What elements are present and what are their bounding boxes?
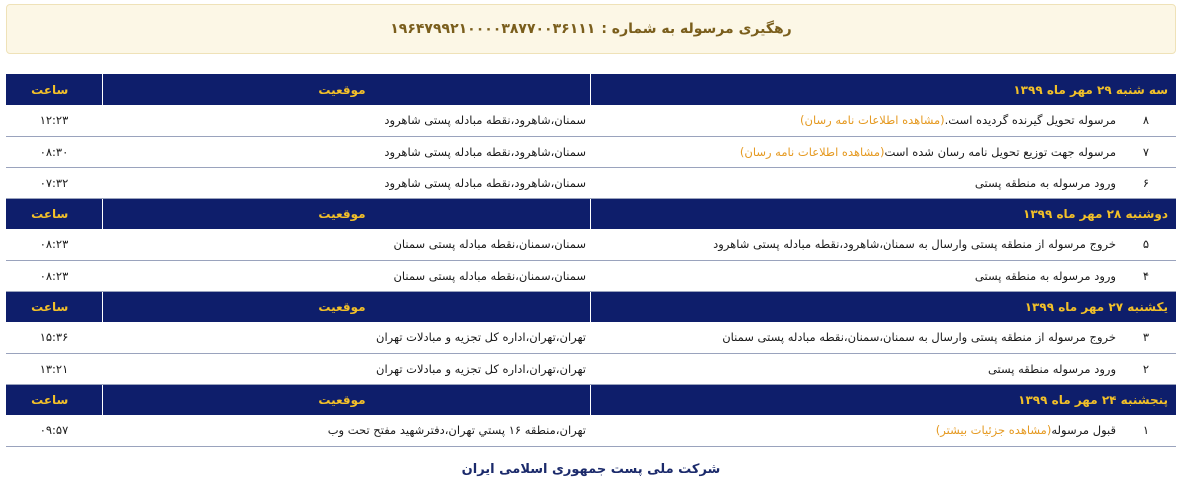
day-date: پنجشنبه ۲۴ مهر ماه ۱۳۹۹ xyxy=(590,384,1176,415)
details-link[interactable]: (مشاهده اطلاعات نامه رسان) xyxy=(739,144,885,159)
event-description: خروج مرسوله از منطقه پستی وارسال به سمنان،شاهرود،نقطه مبادله پستی شاهرود xyxy=(713,237,1116,252)
event-location: سمنان،سمنان،نقطه مبادله پستی سمنان xyxy=(102,229,590,260)
event-time: ۱۲:۲۳ xyxy=(6,105,102,136)
event-location: تهران،تهران،اداره کل تجزیه و مبادلات تهران xyxy=(102,353,590,384)
event-row xyxy=(6,260,1176,291)
event-description-cell xyxy=(590,322,1176,353)
event-row xyxy=(6,167,1176,198)
event-index: ۵ xyxy=(1142,237,1150,252)
event-index: ۸ xyxy=(1142,113,1150,128)
event-index: ۲ xyxy=(1142,361,1150,376)
event-description-cell xyxy=(590,167,1176,198)
event-index: ۶ xyxy=(1142,175,1150,190)
event-index: ۱ xyxy=(1142,423,1150,438)
day-header-row xyxy=(6,198,1176,229)
event-index: ۳ xyxy=(1142,330,1150,345)
tracking-label: رهگیری مرسوله به شماره : xyxy=(601,21,792,37)
event-index: ۷ xyxy=(1142,144,1150,159)
event-description: ورود مرسوله به منطقه پستی xyxy=(974,268,1116,283)
event-description: خروج مرسوله از منطقه پستی وارسال به سمنان،سمنان،نقطه مبادله پستی سمنان xyxy=(722,330,1116,345)
event-time: ۰۷:۳۲ xyxy=(6,167,102,198)
event-description: قبول مرسوله xyxy=(1051,423,1116,438)
event-description: مرسوله جهت توزیع تحویل نامه رسان شده است xyxy=(884,144,1116,159)
event-location: سمنان،شاهرود،نقطه مبادله پستی شاهرود xyxy=(102,136,590,167)
event-description: ورود مرسوله به منطقه پستی xyxy=(974,175,1116,190)
time-column-header: ساعت xyxy=(6,74,102,105)
details-link[interactable]: (مشاهده اطلاعات نامه رسان) xyxy=(800,113,945,128)
footer-title: شرکت ملی پست جمهوری اسلامی ایران xyxy=(461,462,721,477)
day-header-row xyxy=(6,74,1176,105)
event-row xyxy=(6,415,1176,446)
event-description-cell xyxy=(590,229,1176,260)
event-description-cell xyxy=(590,353,1176,384)
day-header-row xyxy=(6,384,1176,415)
event-row xyxy=(6,353,1176,384)
time-column-header: ساعت xyxy=(6,384,102,415)
event-time: ۰۸:۲۳ xyxy=(6,260,102,291)
tracking-body xyxy=(6,74,1176,446)
event-location: تهران،تهران،اداره کل تجزیه و مبادلات تهران xyxy=(102,322,590,353)
event-time: ۰۹:۵۷ xyxy=(6,415,102,446)
day-date: دوشنبه ۲۸ مهر ماه ۱۳۹۹ xyxy=(590,198,1176,229)
details-link[interactable]: (مشاهده جزئیات بیشتر) xyxy=(935,423,1052,438)
event-description-cell xyxy=(590,260,1176,291)
event-index: ۴ xyxy=(1142,268,1150,283)
event-time: ۱۵:۳۶ xyxy=(6,322,102,353)
event-location: سمنان،شاهرود،نقطه مبادله پستی شاهرود xyxy=(102,105,590,136)
time-column-header: ساعت xyxy=(6,198,102,229)
event-location: سمنان،سمنان،نقطه مبادله پستی سمنان xyxy=(102,260,590,291)
event-row xyxy=(6,229,1176,260)
event-description-cell xyxy=(590,136,1176,167)
event-row xyxy=(6,322,1176,353)
event-location: تهران،منطقه ۱۶ پستي تهران،دفترشهید مفتح تحت وب xyxy=(102,415,590,446)
location-column-header: موقعیت xyxy=(102,291,590,322)
time-column-header: ساعت xyxy=(6,291,102,322)
event-description-cell xyxy=(590,415,1176,446)
event-location: سمنان،شاهرود،نقطه مبادله پستی شاهرود xyxy=(102,167,590,198)
event-row xyxy=(6,105,1176,136)
event-time: ۰۸:۲۳ xyxy=(6,229,102,260)
location-column-header: موقعیت xyxy=(102,198,590,229)
day-date: سه شنبه ۲۹ مهر ماه ۱۳۹۹ xyxy=(590,74,1176,105)
tracking-banner xyxy=(6,4,1176,54)
day-date: یکشنبه ۲۷ مهر ماه ۱۳۹۹ xyxy=(590,291,1176,322)
event-description: مرسوله تحویل گیرنده گردیده است. xyxy=(944,113,1116,128)
location-column-header: موقعیت xyxy=(102,384,590,415)
tracking-table xyxy=(6,74,1176,447)
location-column-header: موقعیت xyxy=(102,74,590,105)
tracking-number: ۱۹۶۴۷۹۹۲۱۰۰۰۰۳۸۷۷۰۰۳۶۱۱۱ xyxy=(390,21,596,37)
event-row xyxy=(6,136,1176,167)
day-header-row xyxy=(6,291,1176,322)
event-description-cell xyxy=(590,105,1176,136)
event-time: ۱۳:۲۱ xyxy=(6,353,102,384)
event-time: ۰۸:۳۰ xyxy=(6,136,102,167)
event-description: ورود مرسوله منطقه پستی xyxy=(987,361,1116,376)
